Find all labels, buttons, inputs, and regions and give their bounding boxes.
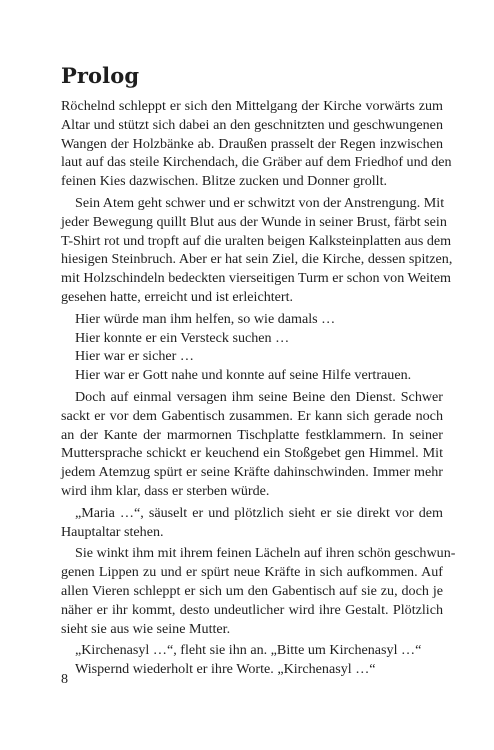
text-line: jedem Atemzug spürt er seine Kräfte dahinschwinden. Immer mehr xyxy=(61,464,443,481)
body-text xyxy=(61,97,456,679)
paragraph xyxy=(61,329,443,348)
text-line: gesehen hatte, erreicht und ist erleichtert. xyxy=(61,288,294,305)
text-line: Muttersprache schickt er keuchend ein Stoßgebet gen Himmel. Mit xyxy=(61,445,443,462)
paragraph xyxy=(61,544,456,638)
paragraph xyxy=(61,310,443,329)
book-page xyxy=(61,0,456,750)
text-line: Wangen der Holzbänke ab. Draußen prasselt der Regen inzwischen xyxy=(61,135,443,152)
text-line: mit Holzschindeln bedeckten vierseitigen Turm er schon von Weitem xyxy=(61,270,452,287)
text-line: Doch auf einmal versagen ihm seine Beine den Dienst. Schwer xyxy=(75,388,443,405)
text-line: an der Kante der marmornen Tischplatte festklammern. In seiner xyxy=(61,426,443,443)
text-line: Hauptaltar stehen. xyxy=(61,523,164,540)
text-line: feinen Kies dazwischen. Blitze zucken und Donner grollt. xyxy=(61,173,388,190)
text-line: Hier konnte er ein Versteck suchen … xyxy=(75,329,290,346)
text-line: Hier war er sicher … xyxy=(75,348,194,365)
chapter-title: Prolog xyxy=(61,63,140,88)
text-line: genen Lippen zu und er spürt neue Kräfte in sich aufkommen. Auf xyxy=(61,564,443,581)
text-line: Hier war er Gott nahe und konnte auf seine Hilfe vertrauen. xyxy=(75,367,412,384)
text-line: allen Vieren schleppt er sich um den Gabentisch auf sie zu, doch je xyxy=(61,582,443,599)
paragraph xyxy=(61,97,452,191)
paragraph xyxy=(61,504,443,542)
text-line: Altar und stützt sich dabei an den geschnitzten und geschwungenen xyxy=(61,116,443,133)
text-line: hiesigen Steinbruch. Aber er hat sein Ziel, die Kirche, dessen spitzen, xyxy=(61,251,453,268)
text-line: Sie winkt ihm mit ihrem feinen Lächeln auf ihren schön geschwun- xyxy=(75,545,456,562)
page-number: 8 xyxy=(61,671,69,687)
text-line: näher er ihr kommt, desto undeutlicher wird ihre Gestalt. Plötzlich xyxy=(61,601,443,618)
text-line: T-Shirt rot und tropft auf die uralten beigen Kalksteinplatten aus dem xyxy=(61,232,452,249)
text-line: laut auf das steile Kirchendach, die Gräber auf dem Friedhof und den xyxy=(61,154,452,171)
text-line: wird ihm klar, dass er sterben würde. xyxy=(61,482,270,499)
paragraph xyxy=(61,641,443,660)
text-line: „Kirchenasyl …“, fleht sie ihn an. „Bitte um Kirchenasyl …“ xyxy=(75,642,422,659)
text-line: jeder Bewegung quillt Blut aus der Wunde in seiner Brust, färbt sein xyxy=(61,213,447,230)
paragraph xyxy=(61,194,453,307)
paragraph xyxy=(61,347,443,366)
text-line: Sein Atem geht schwer und er schwitzt von der Anstrengung. Mit xyxy=(75,194,445,211)
text-line: sieht sie aus wie seine Mutter. xyxy=(61,620,231,637)
paragraph xyxy=(61,366,443,385)
text-line: Hier würde man ihm helfen, so wie damals … xyxy=(75,310,336,327)
text-line: Röchelnd schleppt er sich den Mittelgang der Kirche vorwärts zum xyxy=(61,98,443,114)
paragraph xyxy=(61,660,443,679)
text-line: Wispernd wiederholt er ihre Worte. „Kirchenasyl …“ xyxy=(75,661,376,678)
paragraph xyxy=(61,388,443,501)
text-line: „Maria …“, säuselt er und plötzlich sieht er sie direkt vor dem xyxy=(75,504,443,521)
text-line: sackt er vor dem Gabentisch zusammen. Er kann sich gerade noch xyxy=(61,407,443,424)
